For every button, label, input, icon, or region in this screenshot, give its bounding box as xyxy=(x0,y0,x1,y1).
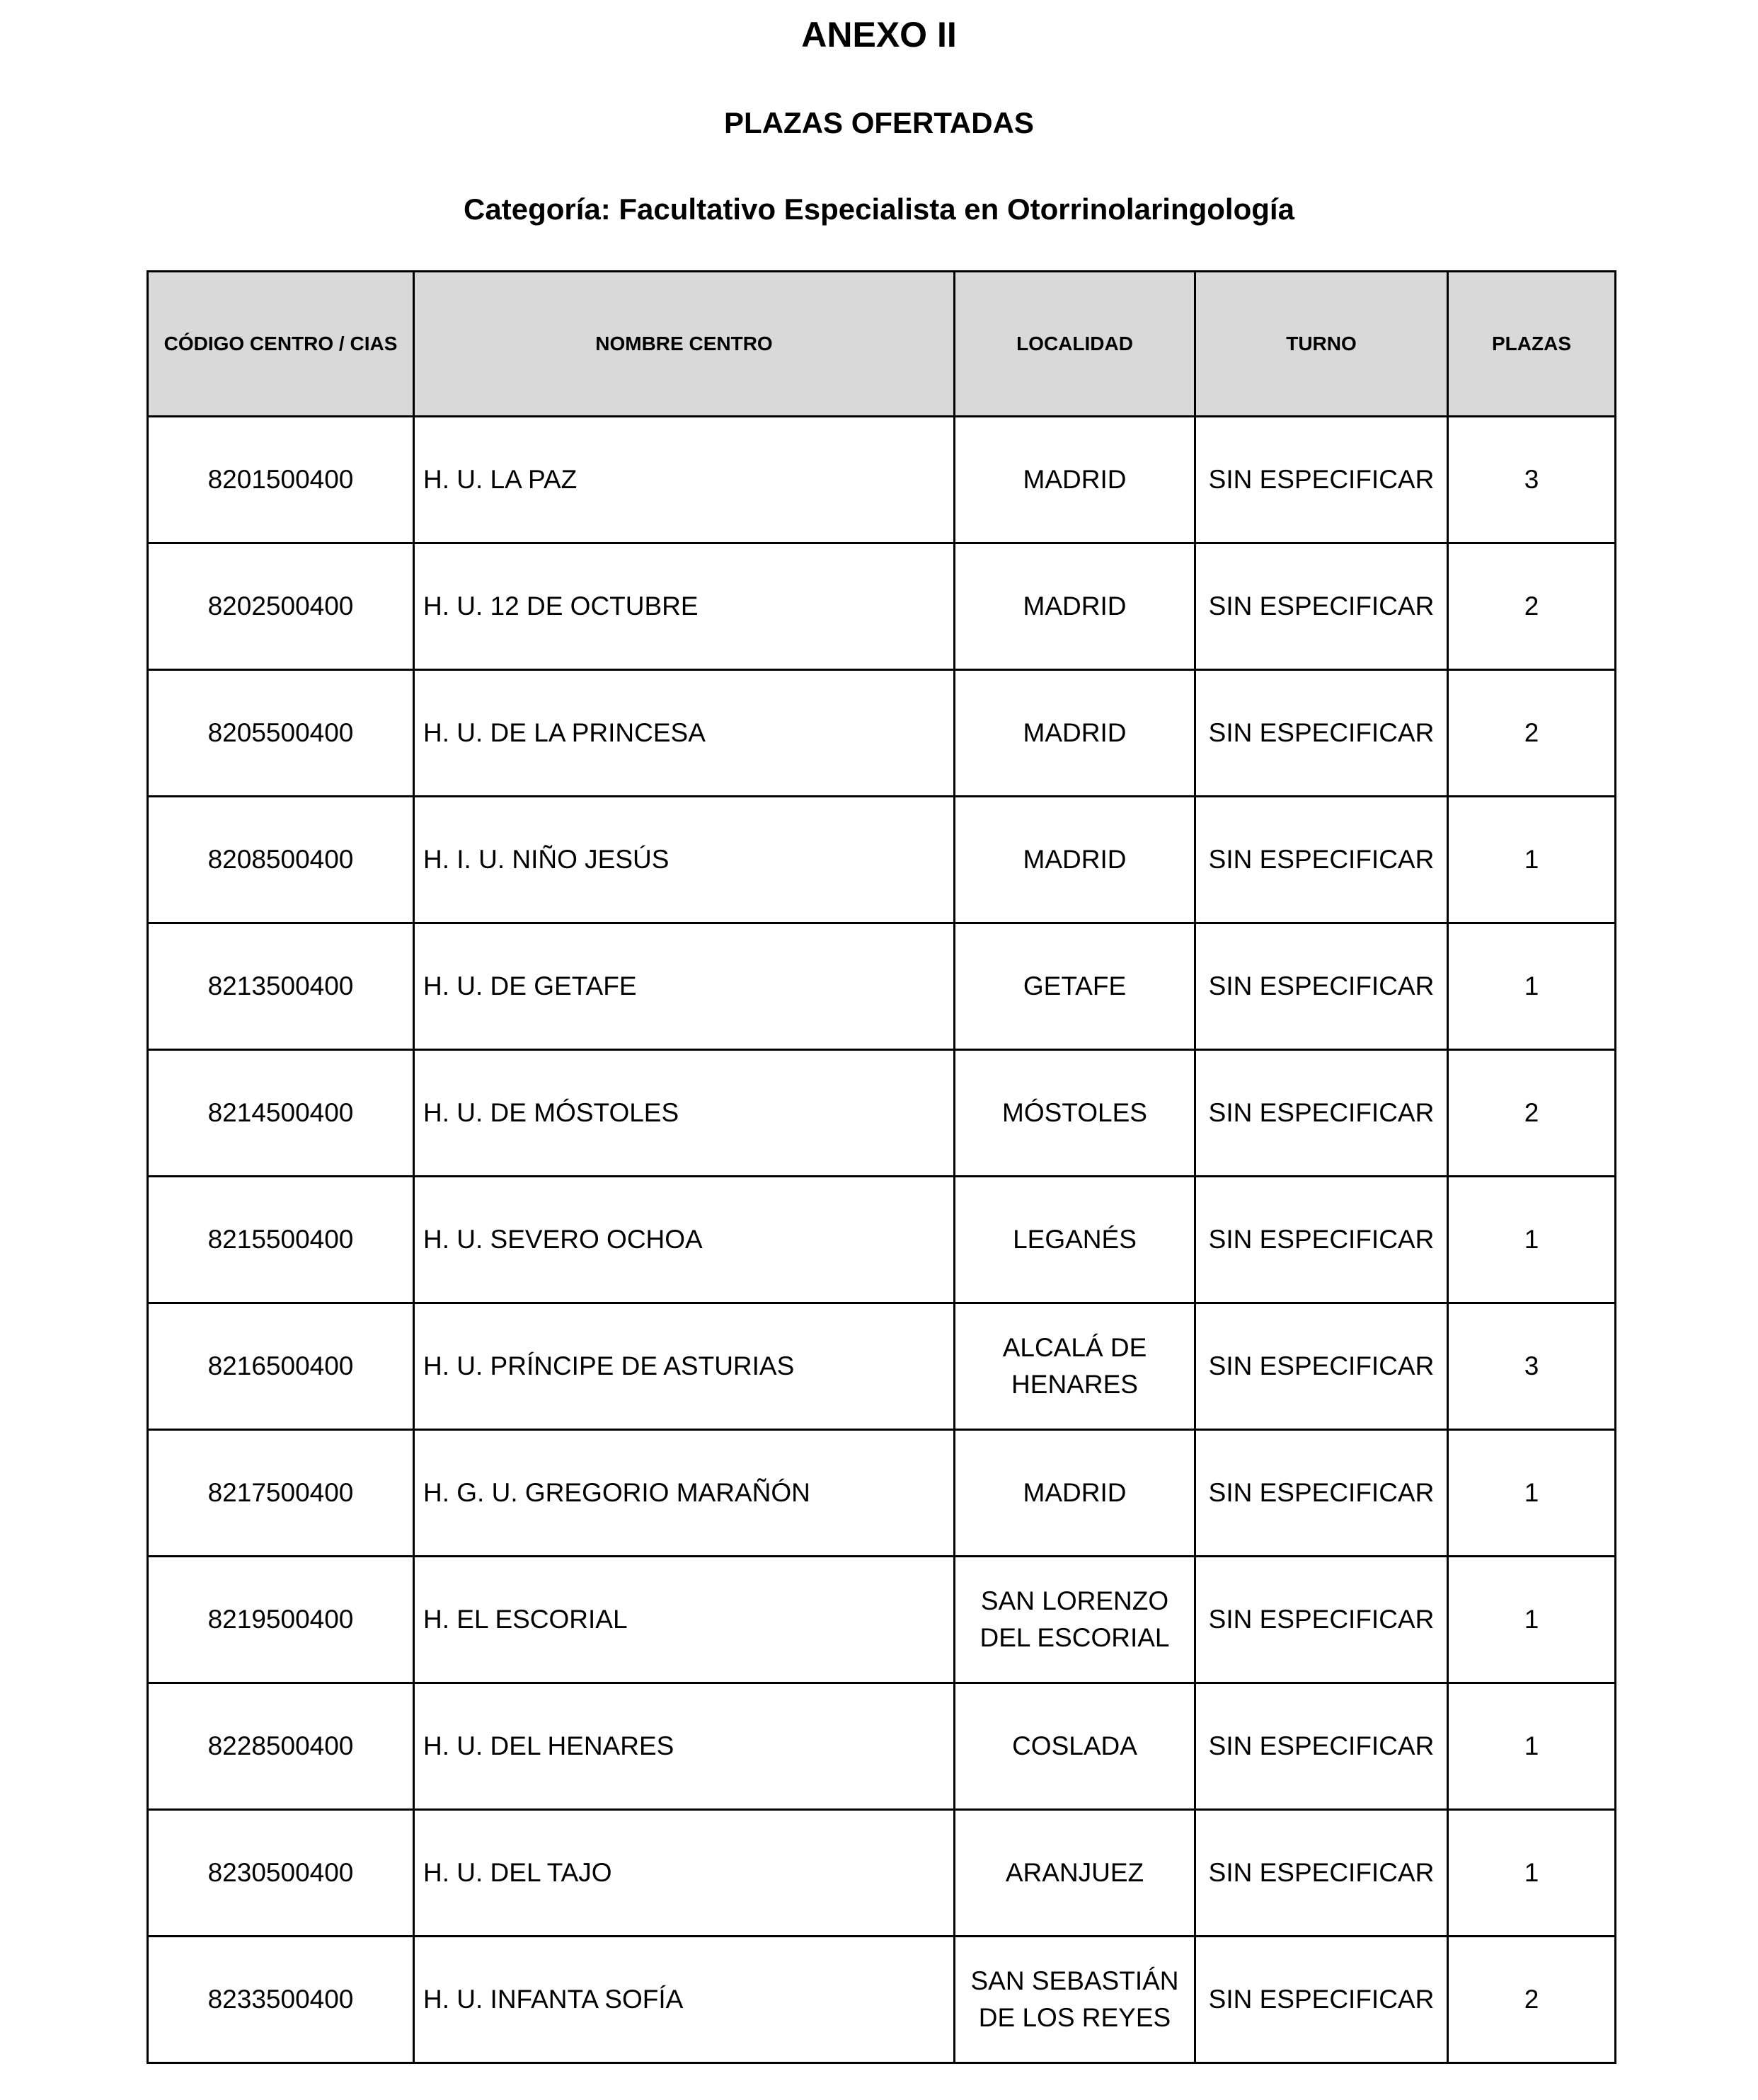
cell-places: 1 xyxy=(1448,1557,1616,1683)
plazas-table xyxy=(146,270,1616,2064)
cell-locality: COSLADA xyxy=(955,1683,1195,1810)
header-name: NOMBRE CENTRO xyxy=(414,272,955,417)
cell-locality: MADRID xyxy=(955,543,1195,670)
cell-code: 8230500400 xyxy=(148,1810,414,1937)
cell-code: 8205500400 xyxy=(148,670,414,797)
cell-shift: SIN ESPECIFICAR xyxy=(1195,797,1448,923)
table-row xyxy=(148,1050,1616,1177)
cell-name: H. G. U. GREGORIO MARAÑÓN xyxy=(414,1430,955,1557)
table-row xyxy=(148,1430,1616,1557)
cell-shift: SIN ESPECIFICAR xyxy=(1195,1430,1448,1557)
table-row xyxy=(148,1937,1616,2063)
cell-shift: SIN ESPECIFICAR xyxy=(1195,1303,1448,1430)
cell-places: 3 xyxy=(1448,1303,1616,1430)
table-row xyxy=(148,1177,1616,1303)
cell-name: H. U. 12 DE OCTUBRE xyxy=(414,543,955,670)
cell-name: H. U. SEVERO OCHOA xyxy=(414,1177,955,1303)
cell-locality: LEGANÉS xyxy=(955,1177,1195,1303)
header-row xyxy=(148,272,1616,417)
cell-locality: MADRID xyxy=(955,1430,1195,1557)
cell-shift: SIN ESPECIFICAR xyxy=(1195,923,1448,1050)
table-row xyxy=(148,1683,1616,1810)
cell-code: 8215500400 xyxy=(148,1177,414,1303)
table-row xyxy=(148,417,1616,543)
table-header xyxy=(148,272,1616,417)
table-row xyxy=(148,1810,1616,1937)
table-row xyxy=(148,543,1616,670)
cell-name: H. U. DEL HENARES xyxy=(414,1683,955,1810)
cell-shift: SIN ESPECIFICAR xyxy=(1195,1937,1448,2063)
cell-shift: SIN ESPECIFICAR xyxy=(1195,1810,1448,1937)
cell-places: 1 xyxy=(1448,923,1616,1050)
cell-locality: SAN LORENZO DEL ESCORIAL xyxy=(955,1557,1195,1683)
cell-shift: SIN ESPECIFICAR xyxy=(1195,1177,1448,1303)
document-title: ANEXO II xyxy=(801,15,957,54)
cell-name: H. U. PRÍNCIPE DE ASTURIAS xyxy=(414,1303,955,1430)
cell-name: H. U. INFANTA SOFÍA xyxy=(414,1937,955,2063)
cell-shift: SIN ESPECIFICAR xyxy=(1195,670,1448,797)
cell-locality: MADRID xyxy=(955,417,1195,543)
cell-locality: MADRID xyxy=(955,670,1195,797)
cell-locality: ARANJUEZ xyxy=(955,1810,1195,1937)
cell-places: 2 xyxy=(1448,543,1616,670)
cell-name: H. U. LA PAZ xyxy=(414,417,955,543)
cell-places: 1 xyxy=(1448,1430,1616,1557)
cell-name: H. U. DEL TAJO xyxy=(414,1810,955,1937)
cell-code: 8202500400 xyxy=(148,543,414,670)
cell-name: H. EL ESCORIAL xyxy=(414,1557,955,1683)
header-places: PLAZAS xyxy=(1448,272,1616,417)
cell-locality: SAN SEBASTIÁN DE LOS REYES xyxy=(955,1937,1195,2063)
cell-code: 8201500400 xyxy=(148,417,414,543)
cell-code: 8233500400 xyxy=(148,1937,414,2063)
cell-code: 8228500400 xyxy=(148,1683,414,1810)
cell-shift: SIN ESPECIFICAR xyxy=(1195,1683,1448,1810)
cell-places: 2 xyxy=(1448,1937,1616,2063)
header-locality: LOCALIDAD xyxy=(955,272,1195,417)
cell-places: 1 xyxy=(1448,1177,1616,1303)
cell-locality: MADRID xyxy=(955,797,1195,923)
cell-places: 1 xyxy=(1448,1683,1616,1810)
cell-shift: SIN ESPECIFICAR xyxy=(1195,543,1448,670)
cell-places: 2 xyxy=(1448,670,1616,797)
cell-code: 8214500400 xyxy=(148,1050,414,1177)
cell-shift: SIN ESPECIFICAR xyxy=(1195,1557,1448,1683)
cell-code: 8208500400 xyxy=(148,797,414,923)
cell-name: H. U. DE MÓSTOLES xyxy=(414,1050,955,1177)
document-subtitle: PLAZAS OFERTADAS xyxy=(724,106,1034,139)
table-body xyxy=(148,417,1616,2063)
table-row xyxy=(148,670,1616,797)
category-heading: Categoría: Facultativo Especialista en Otorrinolaringología xyxy=(464,192,1294,226)
cell-code: 8216500400 xyxy=(148,1303,414,1430)
cell-places: 2 xyxy=(1448,1050,1616,1177)
cell-locality: MÓSTOLES xyxy=(955,1050,1195,1177)
cell-code: 8213500400 xyxy=(148,923,414,1050)
cell-name: H. U. DE GETAFE xyxy=(414,923,955,1050)
cell-locality: GETAFE xyxy=(955,923,1195,1050)
cell-name: H. I. U. NIÑO JESÚS xyxy=(414,797,955,923)
cell-places: 3 xyxy=(1448,417,1616,543)
cell-places: 1 xyxy=(1448,1810,1616,1937)
cell-name: H. U. DE LA PRINCESA xyxy=(414,670,955,797)
cell-locality: ALCALÁ DE HENARES xyxy=(955,1303,1195,1430)
table-row xyxy=(148,1557,1616,1683)
cell-shift: SIN ESPECIFICAR xyxy=(1195,417,1448,543)
table-row xyxy=(148,797,1616,923)
cell-places: 1 xyxy=(1448,797,1616,923)
cell-shift: SIN ESPECIFICAR xyxy=(1195,1050,1448,1177)
cell-code: 8219500400 xyxy=(148,1557,414,1683)
header-code: CÓDIGO CENTRO / CIAS xyxy=(148,272,414,417)
header-shift: TURNO xyxy=(1195,272,1448,417)
table-row xyxy=(148,923,1616,1050)
table-row xyxy=(148,1303,1616,1430)
cell-code: 8217500400 xyxy=(148,1430,414,1557)
